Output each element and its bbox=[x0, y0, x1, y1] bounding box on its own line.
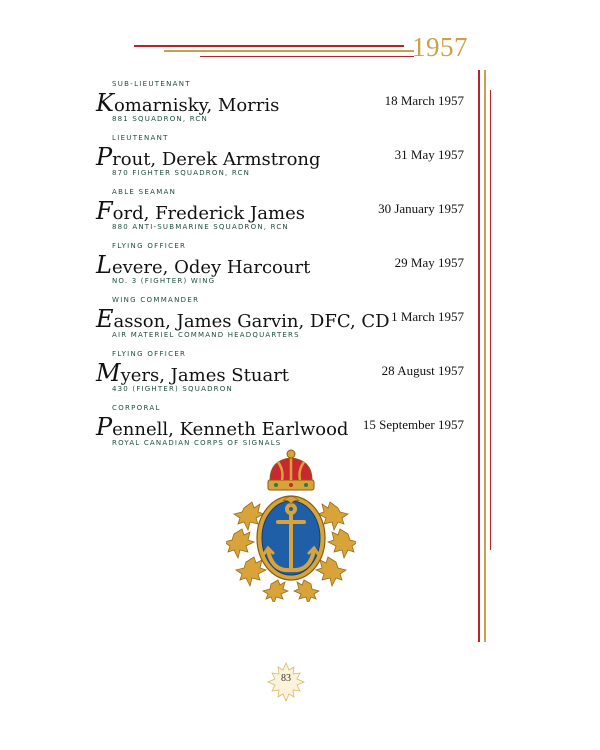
margin-rule-red bbox=[478, 70, 480, 642]
margin-rule-gold bbox=[484, 70, 486, 642]
entry-rank: SUB-LIEUTENANT bbox=[112, 80, 191, 88]
memorial-entry bbox=[96, 134, 464, 182]
entry-date: 28 August 1957 bbox=[381, 363, 464, 378]
entry-rank: WING COMMANDER bbox=[112, 296, 200, 304]
entry-rank: ABLE SEAMAN bbox=[112, 188, 177, 196]
entry-name bbox=[96, 305, 390, 333]
header-rule-red bbox=[134, 45, 404, 47]
entry-name-initial: P bbox=[96, 413, 113, 441]
page-number: 83 bbox=[281, 673, 291, 684]
entry-name-rest: rout, Derek Armstrong bbox=[112, 149, 321, 170]
entry-name-initial: K bbox=[96, 89, 114, 117]
entry-date: 1 March 1957 bbox=[391, 309, 464, 324]
entry-unit: NO. 3 (FIGHTER) WING bbox=[112, 277, 216, 285]
memorial-entry bbox=[96, 296, 464, 344]
entry-date: 18 March 1957 bbox=[384, 93, 464, 108]
entry-name-rest: asson, James Garvin, DFC, CD bbox=[113, 311, 390, 332]
entry-date: 31 May 1957 bbox=[394, 147, 464, 162]
entry-unit: 870 FIGHTER SQUADRON, RCN bbox=[112, 169, 251, 177]
crown-icon bbox=[268, 450, 314, 490]
entry-name-initial: F bbox=[96, 197, 113, 225]
entry-rank: CORPORAL bbox=[112, 404, 161, 412]
memorial-entry bbox=[96, 188, 464, 236]
maple-leaf-icon bbox=[316, 557, 346, 586]
entry-name-initial: L bbox=[96, 251, 112, 279]
entry-date: 30 January 1957 bbox=[378, 201, 464, 216]
entry-name bbox=[96, 413, 348, 441]
memorial-entry bbox=[96, 80, 464, 128]
entry-name-initial: E bbox=[96, 305, 114, 333]
memorial-entry bbox=[96, 350, 464, 398]
entry-rank: FLYING OFFICER bbox=[112, 242, 187, 250]
entry-name bbox=[96, 89, 279, 117]
maple-leaf-icon bbox=[226, 529, 254, 558]
page-year: 1957 bbox=[412, 32, 468, 62]
entry-name-initial: P bbox=[96, 143, 113, 171]
entry-unit: 880 ANTI-SUBMARINE SQUADRON, RCN bbox=[112, 223, 289, 231]
entry-date: 29 May 1957 bbox=[394, 255, 464, 270]
entry-name bbox=[96, 197, 305, 225]
header-rule-red-short bbox=[200, 56, 414, 57]
maple-leaf-icon bbox=[236, 557, 266, 586]
entry-date: 15 September 1957 bbox=[362, 417, 464, 432]
maple-leaf-icon bbox=[328, 529, 356, 558]
naval-crest-emblem bbox=[226, 446, 356, 602]
memorial-entry bbox=[96, 242, 464, 290]
margin-rule-red-thin bbox=[490, 90, 491, 550]
entry-name-rest: omarnisky, Morris bbox=[113, 95, 280, 116]
entry-name-rest: ord, Frederick James bbox=[112, 203, 305, 224]
entry-name bbox=[96, 251, 310, 279]
header-rule-gold bbox=[164, 50, 414, 52]
maple-leaf-icon bbox=[263, 580, 288, 602]
memorial-entry bbox=[96, 404, 464, 452]
entry-name bbox=[96, 143, 321, 171]
entry-name-initial: M bbox=[96, 359, 121, 387]
maple-leaf-icon bbox=[294, 580, 319, 602]
entry-name-rest: ennell, Kenneth Earlwood bbox=[112, 419, 349, 440]
entry-name bbox=[96, 359, 289, 387]
entry-name-rest: yers, James Stuart bbox=[120, 365, 290, 386]
entry-unit: 881 SQUADRON, RCN bbox=[112, 115, 208, 123]
entry-rank: LIEUTENANT bbox=[112, 134, 169, 142]
entry-rank: FLYING OFFICER bbox=[112, 350, 187, 358]
entry-unit: AIR MATERIEL COMMAND HEADQUARTERS bbox=[112, 331, 300, 339]
entry-unit: 430 (FIGHTER) SQUADRON bbox=[112, 385, 233, 393]
entry-name-rest: evere, Odey Harcourt bbox=[111, 257, 311, 278]
entry-unit: ROYAL CANADIAN CORPS OF SIGNALS bbox=[112, 439, 282, 447]
